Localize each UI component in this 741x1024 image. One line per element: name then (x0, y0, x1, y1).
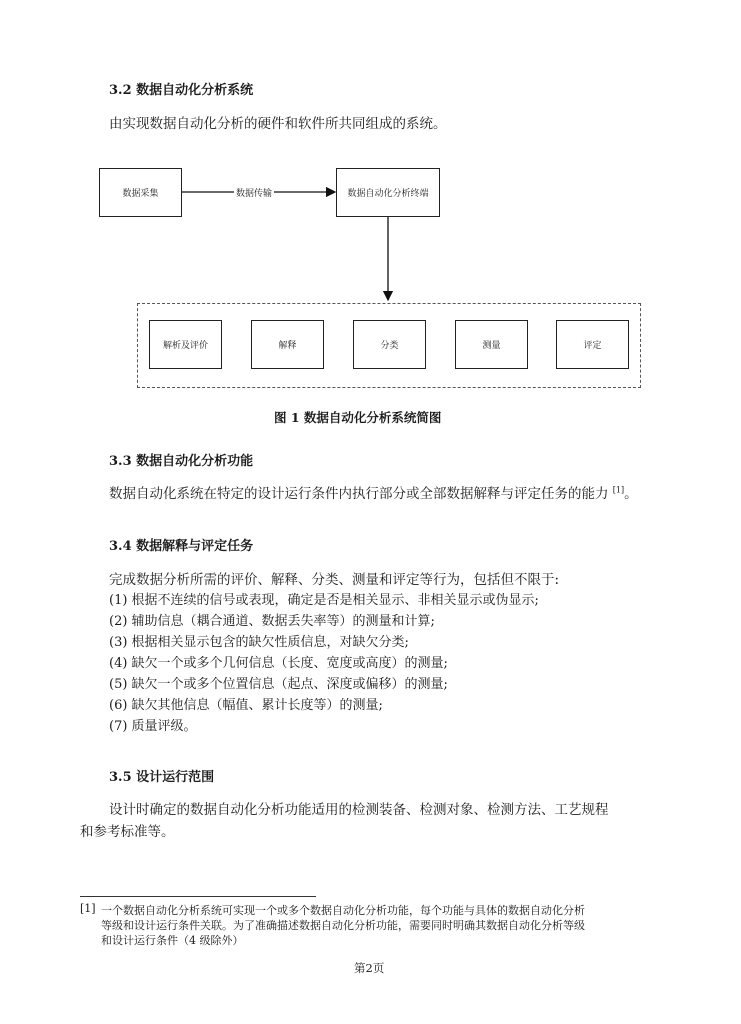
list-item: (6) 缺欠其他信息（幅值、累计长度等）的测量; (109, 698, 383, 713)
list-item: (3) 根据相关显示包含的缺欠性质信息，对缺欠分类; (109, 635, 409, 650)
page-number: 第2页 (354, 961, 385, 975)
footnote-line: 一个数据自动化分析系统可实现一个或多个数据自动化分析功能，每个功能与具体的数据自动化分析 (101, 904, 585, 917)
section-3-5-heading: 3.5 设计运行范围 (109, 770, 215, 785)
analysis-terminal-label: 数据自动化分析终端 (347, 189, 429, 199)
task-box-analysis (149, 320, 222, 369)
section-3-2-text: 由实现数据自动化分析的硬件和软件所共同组成的系统。 (109, 116, 447, 132)
footnote-ref[interactable]: [1] (612, 485, 625, 495)
task-box-evaluation (556, 320, 629, 369)
footnote-marker: [1] (80, 902, 96, 915)
section-3-5-line2: 和参考标准等。 (80, 824, 175, 840)
section-3-3-body: 数据自动化系统在特定的设计运行条件内执行部分或全部数据解释与评定任务的能力 (109, 486, 609, 502)
list-item: (5) 缺欠一个或多个位置信息（起点、深度或偏移）的测量; (109, 677, 448, 692)
footnote-line: 和设计运行条件（4 级除外） (101, 934, 244, 947)
data-transfer-label: 数据传输 (234, 186, 274, 199)
section-3-3-text (109, 482, 638, 502)
task-box-interpretation (251, 320, 324, 369)
footnote-rule (80, 896, 316, 897)
task-label: 分类 (380, 341, 399, 351)
section-3-4-heading: 3.4 数据解释与评定任务 (109, 539, 254, 554)
section-3-5-line1: 设计时确定的数据自动化分析功能适用的检测装备、检测对象、检测方法、工艺规程 (109, 802, 609, 818)
footnote-line: 等级和设计运行条件关联。为了准确描述数据自动化分析功能，需要同时明确其数据自动化分析等级 (101, 919, 585, 932)
section-3-2-heading: 3.2 数据自动化分析系统 (109, 83, 254, 98)
data-acquisition-label: 数据采集 (122, 189, 159, 199)
list-item: (7) 质量评级。 (109, 719, 197, 734)
analysis-terminal-box (336, 168, 440, 217)
task-box-classification (353, 320, 426, 369)
list-item: (1) 根据不连续的信号或表现，确定是否是相关显示、非相关显示或伪显示; (109, 593, 539, 608)
section-3-4-intro: 完成数据分析所需的评价、解释、分类、测量和评定等行为，包括但不限于: (109, 572, 560, 588)
task-label: 解释 (278, 341, 297, 351)
figure-caption: 图 1 数据自动化分析系统简图 (274, 410, 442, 425)
task-label: 解析及评价 (162, 341, 208, 351)
task-label: 测量 (482, 341, 501, 351)
task-label: 评定 (583, 341, 602, 351)
section-3-3-end: 。 (624, 486, 638, 502)
list-item: (2) 辅助信息（耦合通道、数据丢失率等）的测量和计算; (109, 614, 435, 629)
list-item: (4) 缺欠一个或多个几何信息（长度、宽度或高度）的测量; (109, 656, 448, 671)
task-box-measurement (455, 320, 528, 369)
section-3-3-heading: 3.3 数据自动化分析功能 (109, 454, 254, 469)
